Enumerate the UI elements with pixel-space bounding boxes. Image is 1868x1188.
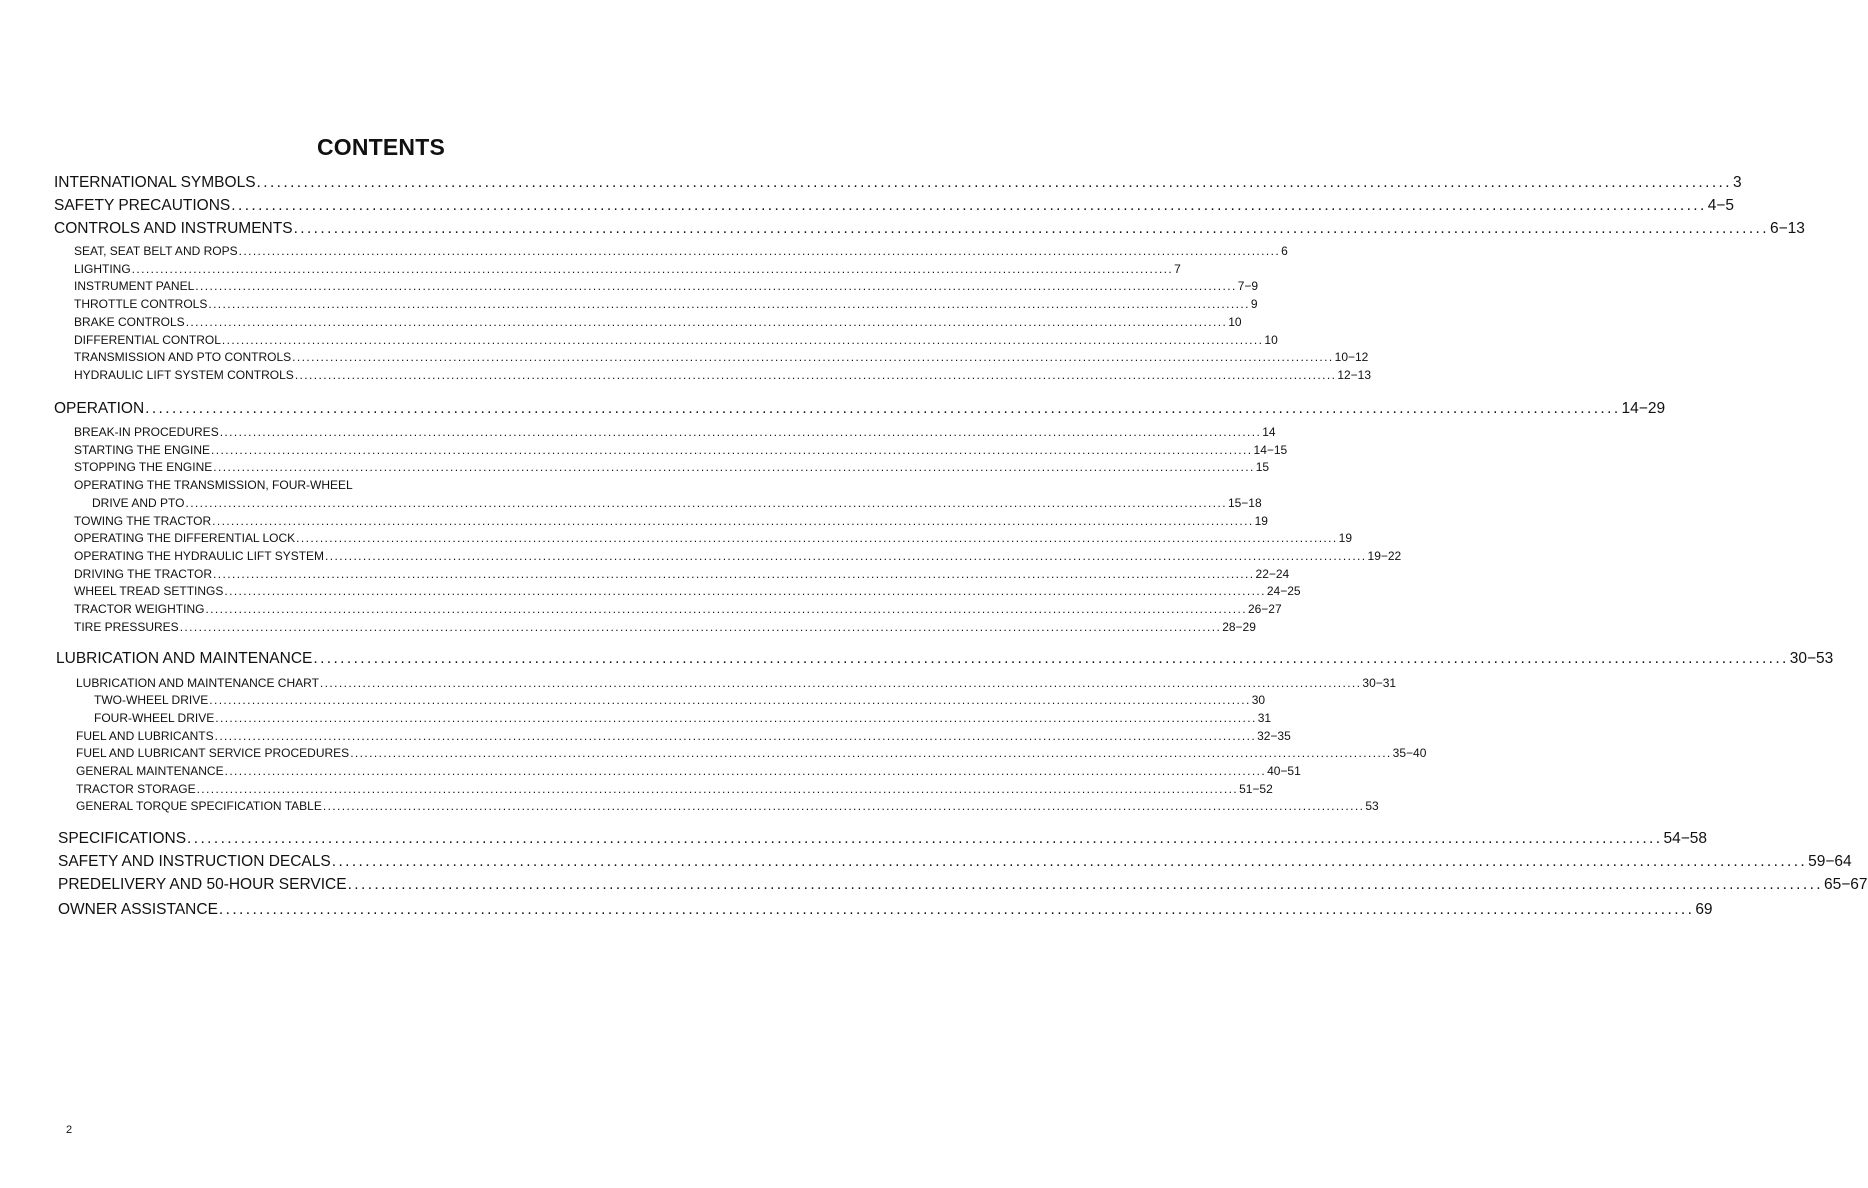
toc-entry-label: LIGHTING (74, 262, 131, 276)
toc-entry-label: SAFETY AND INSTRUCTION DECALS (58, 853, 331, 870)
toc-section (58, 853, 1852, 871)
toc-subsection (74, 602, 1282, 616)
dot-leader: ............................................................................................................................................................................................................................ (208, 297, 1250, 311)
toc-entry-label: FOUR-WHEEL DRIVE (94, 711, 215, 725)
toc-entry-pages: 59−64 (1808, 853, 1852, 870)
toc-subsection (74, 297, 1258, 311)
toc-entry-label: TRACTOR WEIGHTING (74, 602, 205, 616)
toc-entry-pages: 69 (1695, 901, 1713, 918)
toc-subsection (74, 279, 1259, 293)
toc-entry-pages: 19 (1338, 531, 1352, 545)
dot-leader: ............................................................................................................................................................................................................................ (213, 567, 1255, 581)
toc-entry-pages: 4−5 (1707, 197, 1734, 214)
dot-leader: ............................................................................................................................................................................................................................ (238, 244, 1281, 258)
toc-entry-pages: 30−53 (1789, 650, 1834, 667)
toc-subsection (94, 711, 1272, 725)
toc-entry-label: OPERATING THE TRANSMISSION, FOUR-WHEEL (74, 478, 353, 492)
toc-entry-label: OPERATING THE HYDRAULIC LIFT SYSTEM (74, 549, 325, 563)
dot-leader: ............................................................................................................................................................................................................................ (224, 764, 1267, 778)
toc-entry-pages: 30 (1251, 693, 1266, 707)
toc-subsection (74, 567, 1290, 581)
toc-entry-pages: 31 (1257, 711, 1272, 725)
dot-leader: ............................................................................................................................................................................................................................ (347, 876, 1823, 893)
toc-subsection (76, 729, 1291, 743)
dot-leader: ............................................................................................................................................................................................................................ (213, 460, 1255, 474)
toc-entry-pages: 7−9 (1237, 279, 1259, 293)
toc-entry-label: THROTTLE CONTROLS (74, 297, 208, 311)
toc-entry-label: SEAT, SEAT BELT AND ROPS (74, 244, 238, 258)
dot-leader: ............................................................................................................................................................................................................................ (145, 400, 1621, 417)
toc-entry-pages: 28−29 (1222, 620, 1256, 634)
toc-subsection (76, 676, 1397, 690)
dot-leader: ............................................................................................................................................................................................................................ (322, 799, 1365, 813)
dot-leader: ............................................................................................................................................................................................................................ (231, 197, 1707, 214)
toc-subsection (74, 531, 1352, 545)
toc-entry-pages: 22−24 (1255, 567, 1290, 581)
toc-subsection (74, 244, 1288, 258)
dot-leader: ............................................................................................................................................................................................................................ (214, 729, 1257, 743)
dot-leader: ............................................................................................................................................................................................................................ (205, 602, 1247, 616)
toc-entry-pages: 54−58 (1663, 830, 1707, 847)
toc-section (54, 220, 1805, 238)
toc-entry-label: TIRE PRESSURES (74, 620, 179, 634)
toc-entry-label: DRIVE AND PTO (92, 496, 185, 510)
toc-section (58, 830, 1707, 848)
toc-entry-pages: 35−40 (1392, 746, 1427, 760)
toc-entry-label: CONTROLS AND INSTRUMENTS (54, 220, 293, 237)
toc-entry-pages: 9 (1250, 297, 1258, 311)
dot-leader: ............................................................................................................................................................................................................................ (211, 443, 1253, 457)
toc-entry-label: LUBRICATION AND MAINTENANCE CHART (76, 676, 319, 690)
toc-entry-pages: 6 (1281, 244, 1288, 258)
toc-entry-pages: 14−15 (1253, 443, 1288, 457)
toc-subsection (74, 514, 1268, 528)
toc-entry-pages: 10−12 (1334, 350, 1369, 364)
toc-entry-label: TRACTOR STORAGE (76, 782, 196, 796)
toc-section (56, 650, 1834, 668)
dot-leader: ............................................................................................................................................................................................................................ (294, 368, 1337, 382)
toc-subsection (74, 262, 1181, 276)
dot-leader: ............................................................................................................................................................................................................................ (331, 853, 1808, 870)
toc-entry-label: FUEL AND LUBRICANTS (76, 729, 214, 743)
toc-subsection (74, 460, 1270, 474)
dot-leader: ............................................................................................................................................................................................................................ (195, 279, 1237, 293)
toc-entry-pages: 3 (1732, 174, 1742, 191)
toc-entry-pages: 7 (1174, 262, 1181, 276)
toc-subsection (92, 496, 1262, 510)
dot-leader: ............................................................................................................................................................................................................................ (319, 676, 1362, 690)
toc-section (58, 876, 1868, 894)
dot-leader: ............................................................................................................................................................................................................................ (131, 262, 1174, 276)
toc-entry-pages: 40−51 (1267, 764, 1301, 778)
toc-entry-pages: 32−35 (1257, 729, 1291, 743)
toc-entry-pages: 10 (1228, 315, 1242, 329)
toc-entry-label: STOPPING THE ENGINE (74, 460, 213, 474)
toc-entry-label: STARTING THE ENGINE (74, 443, 211, 457)
dot-leader: ............................................................................................................................................................................................................................ (185, 315, 1228, 329)
toc-entry-pages: 15−18 (1227, 496, 1262, 510)
toc-subsection (74, 478, 774, 492)
toc-entry-label: OPERATION (54, 400, 145, 417)
toc-entry-pages: 15 (1255, 460, 1270, 474)
toc-entry-pages: 6−13 (1769, 220, 1805, 237)
toc-entry-label: PREDELIVERY AND 50-HOUR SERVICE (58, 876, 347, 893)
toc-entry-pages: 53 (1365, 799, 1379, 813)
dot-leader: ............................................................................................................................................................................................................................ (313, 650, 1789, 667)
toc-entry-label: SPECIFICATIONS (58, 830, 187, 847)
toc-entry-label: SAFETY PRECAUTIONS (54, 197, 231, 214)
toc-entry-pages: 30−31 (1362, 676, 1397, 690)
toc-entry-pages: 19 (1254, 514, 1268, 528)
toc-entry-label: INTERNATIONAL SYMBOLS (54, 174, 256, 191)
toc-entry-label: GENERAL MAINTENANCE (76, 764, 224, 778)
dot-leader: ............................................................................................................................................................................................................................ (185, 496, 1227, 510)
toc-entry-label: OWNER ASSISTANCE (58, 901, 218, 918)
toc-section (54, 174, 1742, 192)
toc-entry-pages: 14 (1262, 425, 1276, 439)
dot-leader: ............................................................................................................................................................................................................................ (293, 220, 1769, 237)
toc-entry-label: TOWING THE TRACTOR (74, 514, 212, 528)
dot-leader: ............................................................................................................................................................................................................................ (219, 425, 1262, 439)
dot-leader: ............................................................................................................................................................................................................................ (221, 333, 1264, 347)
dot-leader: ............................................................................................................................................................................................................................ (209, 693, 1251, 707)
dot-leader: ............................................................................................................................................................................................................................ (212, 514, 1254, 528)
dot-leader: ............................................................................................................................................................................................................................ (292, 350, 1334, 364)
toc-entry-label: BREAK-IN PROCEDURES (74, 425, 219, 439)
toc-subsection (76, 746, 1427, 760)
dot-leader: ............................................................................................................................................................................................................................ (179, 620, 1222, 634)
toc-entry-label: BRAKE CONTROLS (74, 315, 185, 329)
toc-entry-label: WHEEL TREAD SETTINGS (74, 584, 224, 598)
toc-entry-label: TWO-WHEEL DRIVE (94, 693, 209, 707)
toc-entry-pages: 24−25 (1266, 584, 1301, 598)
toc-subsection (74, 350, 1369, 364)
toc-subsection (74, 584, 1301, 598)
toc-subsection (76, 799, 1379, 813)
toc-entry-pages: 51−52 (1239, 782, 1273, 796)
toc-section (54, 197, 1734, 215)
toc-entry-label: DRIVING THE TRACTOR (74, 567, 213, 581)
toc-subsection (74, 620, 1256, 634)
dot-leader: ............................................................................................................................................................................................................................ (350, 746, 1392, 760)
toc-entry-pages: 12−13 (1337, 368, 1372, 382)
toc-entry-pages: 19−22 (1367, 549, 1402, 563)
toc-entry-label: INSTRUMENT PANEL (74, 279, 195, 293)
toc-subsection (74, 315, 1242, 329)
toc-subsection (74, 443, 1288, 457)
toc-entry-pages: 14−29 (1621, 400, 1666, 417)
dot-leader: ............................................................................................................................................................................................................................ (224, 584, 1266, 598)
toc-entry-label: TRANSMISSION AND PTO CONTROLS (74, 350, 292, 364)
dot-leader: ............................................................................................................................................................................................................................ (256, 174, 1732, 191)
toc-section (58, 901, 1713, 919)
dot-leader: ............................................................................................................................................................................................................................ (187, 830, 1663, 847)
toc-entry-label: GENERAL TORQUE SPECIFICATION TABLE (76, 799, 322, 813)
toc-entry-label: OPERATING THE DIFFERENTIAL LOCK (74, 531, 296, 545)
toc-subsection (76, 782, 1273, 796)
dot-leader: ............................................................................................................................................................................................................................ (218, 901, 1695, 918)
toc-entry-label: LUBRICATION AND MAINTENANCE (56, 650, 313, 667)
toc-subsection (74, 549, 1402, 563)
dot-leader: ............................................................................................................................................................................................................................ (215, 711, 1257, 725)
toc-subsection (74, 333, 1278, 347)
page-title: CONTENTS (316, 134, 446, 160)
dot-leader: ............................................................................................................................................................................................................................ (325, 549, 1367, 563)
dot-leader: ............................................................................................................................................................................................................................ (296, 531, 1338, 545)
toc-subsection (94, 693, 1266, 707)
toc-subsection (74, 368, 1372, 382)
toc-entry-pages: 10 (1264, 333, 1278, 347)
toc-entry-label: DIFFERENTIAL CONTROL (74, 333, 221, 347)
toc-entry-label: FUEL AND LUBRICANT SERVICE PROCEDURES (76, 746, 350, 760)
toc-entry-label: HYDRAULIC LIFT SYSTEM CONTROLS (74, 368, 294, 382)
toc-subsection (76, 764, 1301, 778)
toc-entry-pages: 65−67 (1823, 876, 1868, 893)
page-number: 2 (66, 1124, 73, 1136)
dot-leader: ............................................................................................................................................................................................................................ (196, 782, 1239, 796)
toc-entry-pages: 26−27 (1247, 602, 1282, 616)
toc-section (54, 400, 1666, 418)
toc-subsection (74, 425, 1276, 439)
